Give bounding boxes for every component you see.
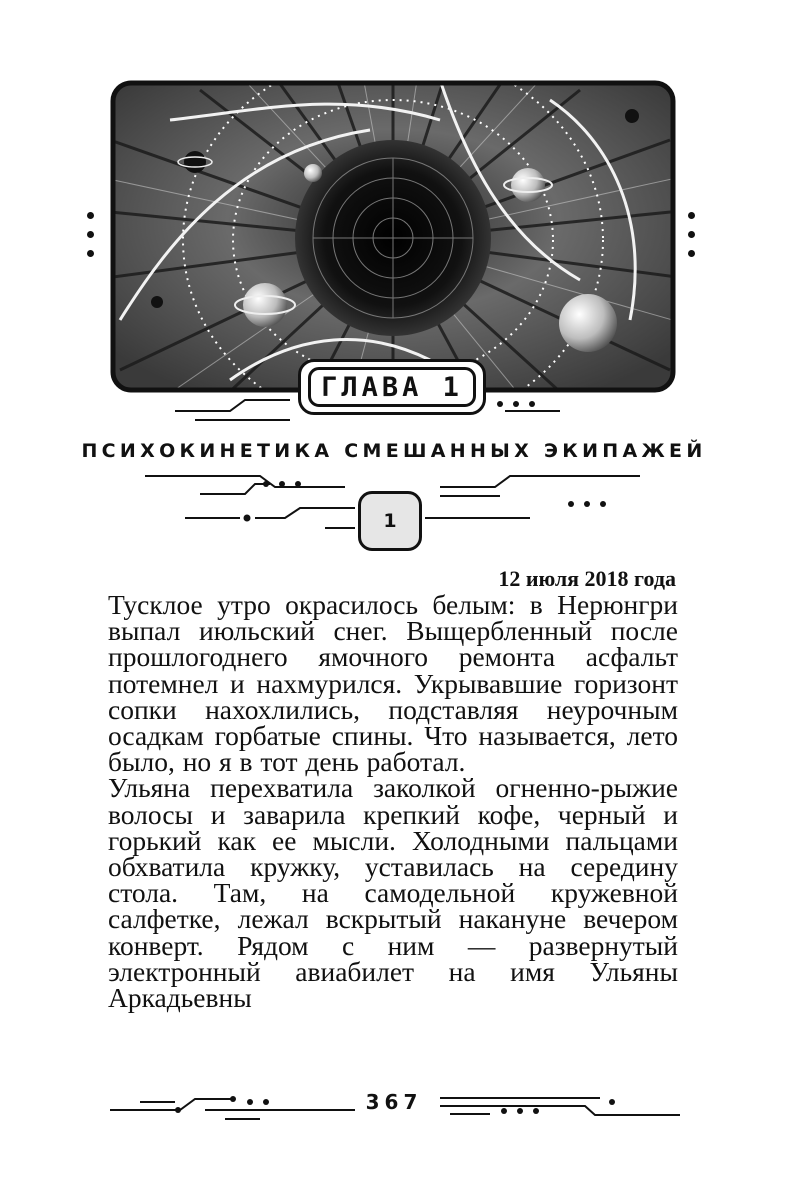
section-number-badge: 1 (358, 491, 422, 551)
date-heading: 12 июля 2018 года (498, 566, 676, 591)
paragraph: Тусклое утро окрасилось белым: в Нерюнгри выпал июльский снег. Выщербленный после прошлогоднего ямочного ремонта асфальт потемнел и нахмурился. Укрывавшие горизонт сопки нахохлились, подставляя неурочным осадкам горбатые спины. Что называется, лето было, но я в тот день работал. (108, 589, 678, 778)
page-number: 367 (365, 1090, 423, 1114)
right-dot-column (688, 212, 698, 269)
chapter-label: ГЛАВА 1 (308, 367, 476, 407)
chapter-badge (298, 359, 486, 415)
body-text (108, 589, 678, 1014)
chapter-illustration (110, 80, 676, 393)
chapter-title: ПСИХОКИНЕТИКА СМЕШАННЫХ ЭКИПАЖЕЙ (81, 440, 707, 462)
paragraph: Ульяна перехватила заколкой огненно-рыжие волосы и заварила крепкий кофе, черный и горький как ее мысли. Холодными пальцами обхватила кружку, уставилась на середину стола. Там, на самодельной кружевной салфетке, лежал вскрытый накануне вечером конверт. Рядом с ним — развернутый электронный авиабилет на имя Ульяны Аркадьевны (108, 772, 678, 1014)
left-dot-column (87, 212, 97, 269)
